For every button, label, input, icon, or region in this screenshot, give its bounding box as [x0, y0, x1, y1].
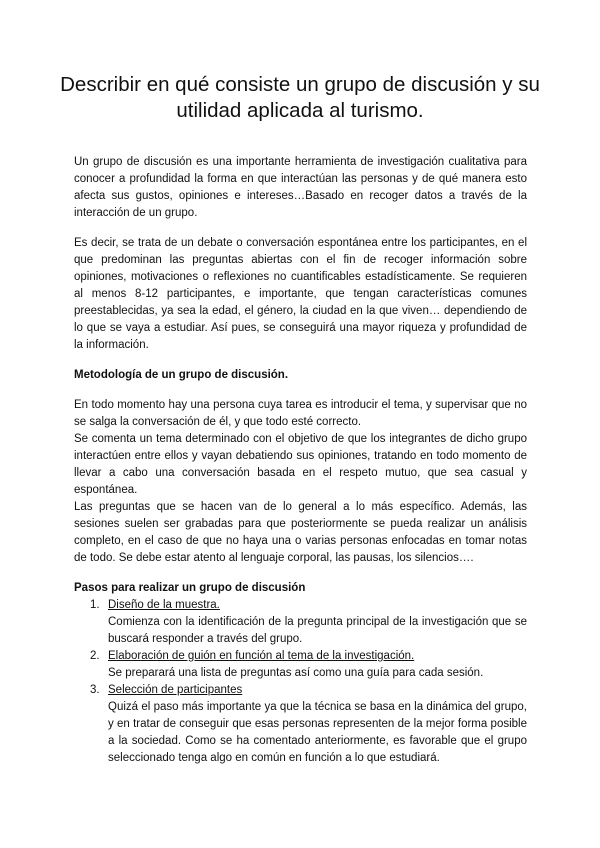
document-title: Describir en qué consiste un grupo de discusión y su utilidad aplicada al turismo. — [60, 73, 540, 122]
step-label: Elaboración de guión en función al tema de la investigación. — [108, 650, 415, 662]
intro-paragraph-2: Es decir, se trata de un debate o conversación espontánea entre los participantes, en el que predominan las preguntas abiertas con el fin de recoger información sobre opiniones, motivaciones o reflexiones no cuantificables estadísticamente. Se requieren al menos 8-12 participantes, e importante, que tengan características comunes preestablecidas, ya sea la edad, el género, la ciudad en la que viven… dependiendo de lo que se vaya a estudiar. Así pues, se conseguirá una mayor riqueza y profundidad de la información. — [74, 237, 527, 351]
document-body — [74, 154, 527, 767]
step-description: Se preparará una lista de preguntas así como una guía para cada sesión. — [108, 667, 484, 679]
step-item — [74, 648, 527, 682]
step-description: Comienza con la identificación de la pregunta principal de la investigación que se buscará responder a través del grupo. — [108, 616, 527, 645]
methodology-paragraph-2: Se comenta un tema determinado con el objetivo de que los integrantes de dicho grupo interactúen entre ellos y vayan debatiendo sus opiniones, tratando en todo momento de llevar a cabo una conversación basada en el respeto mutuo, que sea casual y espontánea. — [74, 433, 527, 496]
intro-paragraph-1: Un grupo de discusión es una importante herramienta de investigación cualitativa para conocer a profundidad la forma en que interactúan las personas y de qué manera esto afecta sus gustos, opiniones e intereses…Basado en recoger datos a través de la interacción de un grupo. — [74, 156, 527, 219]
step-item — [74, 682, 527, 767]
steps-heading: Pasos para realizar un grupo de discusión — [74, 582, 306, 594]
methodology-heading: Metodología de un grupo de discusión. — [74, 369, 289, 381]
methodology-paragraph-3: Las preguntas que se hacen van de lo general a lo más específico. Además, las sesiones suelen ser grabadas para que posteriormente se pueda realizar un análisis completo, en el caso de que no haya una o varias personas enfocadas en tomar notas de todo. Se debe estar atento al lenguaje corporal, las pausas, los silencios…. — [74, 501, 527, 564]
step-label: Diseño de la muestra. — [108, 599, 220, 611]
steps-list — [74, 597, 527, 767]
step-number: 3. — [90, 684, 100, 696]
step-label: Selección de participantes — [108, 684, 243, 696]
step-number: 2. — [90, 650, 100, 662]
step-number: 1. — [90, 599, 100, 611]
step-description: Quizá el paso más importante ya que la técnica se basa en la dinámica del grupo, y en tratar de conseguir que esas personas representen de la mejor forma posible a la sociedad. Como se ha comentado anteriormente, es favorable que el grupo seleccionado tenga algo en común en función a lo que estudiará. — [108, 701, 527, 764]
methodology-paragraph-1: En todo momento hay una persona cuya tarea es introducir el tema, y supervisar que no se salga la conversación de él, y que todo esté correcto. — [74, 399, 527, 428]
step-item — [74, 597, 527, 648]
